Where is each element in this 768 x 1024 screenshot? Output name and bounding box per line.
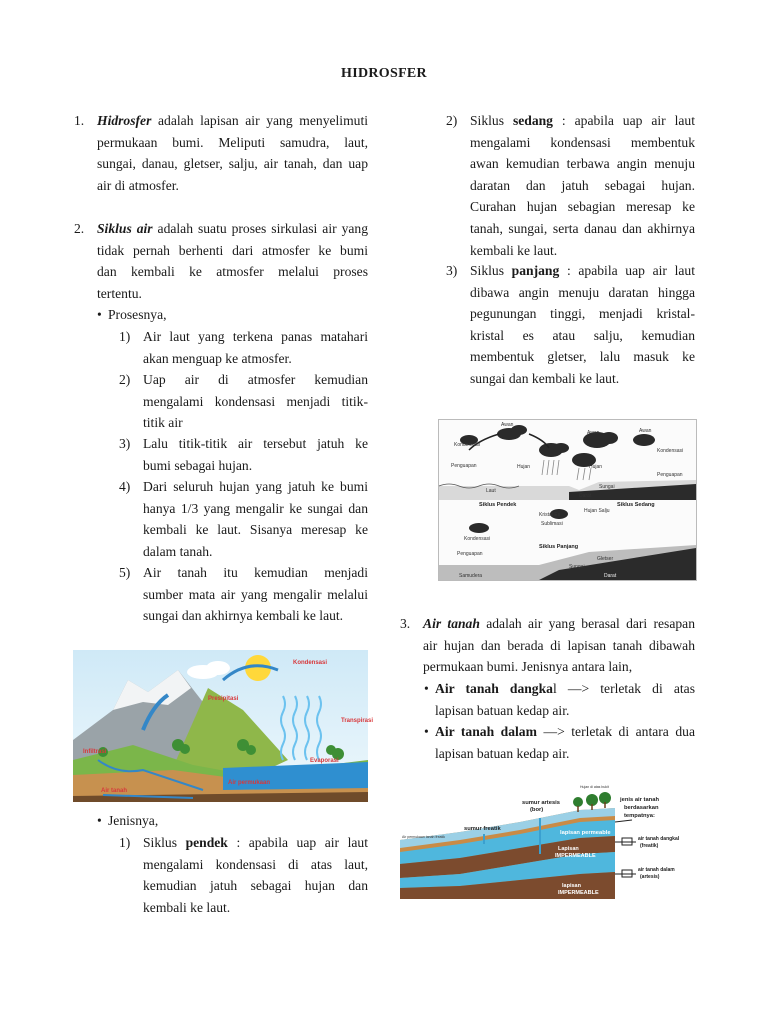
proses-line: titik air [143, 415, 183, 431]
fig3-air-dalam-2: (artesis) [640, 874, 660, 880]
proses-number: 1) [119, 329, 131, 344]
jenis-3-text: : apabila uap air laut [566, 263, 695, 278]
item-2-line: tidak pernah berhenti dari atmosfer ke bumi [97, 242, 368, 258]
proses-number: 3) [119, 436, 131, 451]
term-hidrosfer: Hidrosfer [97, 113, 152, 128]
jenis2-line: awan kemudian terbawa angin menuju [470, 156, 695, 172]
fig2-siklus-panjang: Siklus Panjang [539, 544, 579, 550]
jenis-3 [470, 260, 695, 390]
proses-line: dalam tanah. [143, 543, 213, 559]
fig3-sumur-freatik: sumur freatik [464, 826, 501, 832]
label-evaporasi: Evaporasi [310, 758, 339, 764]
label-infiltrasi: Infiltrasi [83, 749, 107, 755]
item-3 [423, 613, 695, 678]
jenis-label: Jenisnya, [108, 813, 159, 828]
air-tanah-dalam-text: —> terletak di antara dua [543, 724, 695, 739]
term-air-tanah-dalam: Air tanah dalam [435, 724, 537, 739]
fig2-penguapan-3: Penguapan [457, 551, 483, 557]
proses-label: Prosesnya, [108, 307, 167, 322]
air-tanah-dangkal-line: lapisan batuan kedap air. [435, 702, 570, 718]
term-sedang: sedang [512, 113, 553, 128]
proses-item [143, 326, 368, 369]
jenis2-line: tanah, sungai, serta danau dan akhirnya [470, 220, 695, 236]
fig3-air-dalam: air tanah dalam [638, 867, 675, 873]
proses-line: hanya 1/3 yang mengalir ke sungai dan [143, 500, 368, 516]
groundwater-figure [400, 782, 695, 899]
jenis2-line: daratan dan jatuh sebagai hujan. [470, 177, 695, 193]
proses-number: 5) [119, 565, 131, 580]
fig2-kristal-es: Kristal Es [539, 512, 561, 518]
fig3-sumur-artesis: sumur artesis [522, 800, 561, 806]
item-2 [97, 218, 368, 304]
label-presipitasi: Presipitasi [208, 696, 239, 702]
fig3-lapisan-impermeable-3: lapisan [562, 883, 581, 889]
proses-line: kembali ke laut. Sisanya meresap ke [143, 522, 368, 538]
fig3-air-dangkal: air tanah dangkal [638, 836, 680, 842]
item-2-line: tertentu. [97, 285, 142, 301]
jenis3-line: dibawa angin menuju daratan hingga [470, 284, 695, 300]
fig2-laut: Laut [486, 488, 496, 494]
jenis2-line: Curahan hujan sebagian meresap ke [470, 199, 695, 215]
item-2-line: dan kembali ke atmosfer melalui proses [97, 264, 368, 280]
page-title: HIDROSFER [341, 66, 427, 81]
fig3-heading-2: berdasarkan [624, 805, 659, 811]
jenis-2-lines [470, 132, 695, 262]
proses-line: Dari seluruh hujan yang jatuh ke bumi [143, 479, 368, 494]
air-tanah-dangkal-text: l —> terletak di atas [552, 681, 695, 696]
jenis-1-line: kemudian jatuh sebagai hujan dan [143, 878, 368, 894]
fig2-kondensasi-3: Kondensasi [464, 536, 491, 542]
air-tanah-dalam [435, 721, 695, 764]
fig2-hujan-2: Hujan [589, 464, 603, 470]
fig2-sungai: Sungai [599, 484, 615, 490]
bullet-dot: • [424, 724, 429, 739]
proses-line: Uap air di atmosfer kemudian [143, 372, 368, 387]
term-siklus-air: Siklus air [97, 221, 153, 236]
jenis3-line: kristal es atau salju, kemudian [470, 327, 695, 343]
item-3-line: permukaan bumi. Jenisnya antara lain, [423, 659, 633, 675]
proses-line: Air tanah itu kemudian menjadi [143, 565, 368, 580]
jenis3-line: pegunungan tinggi, menjadi kristal- [470, 306, 695, 322]
fig3-lapisan-impermeable-1: Lapisan [558, 846, 579, 852]
jenis-2-text: Siklus [470, 113, 504, 128]
fig2-siklus-pendek: Siklus Pendek [479, 502, 517, 508]
jenis-1-number: 1) [119, 835, 131, 850]
proses-item [143, 433, 368, 476]
jenis-3-text: Siklus [470, 263, 504, 278]
jenis-2-text: : apabila uap air laut [561, 113, 696, 128]
item-1-line: air di atmosfer. [97, 177, 179, 193]
label-air-tanah: Air tanah [101, 788, 128, 794]
item-3-line: air hujan dan berada di lapisan tanah dibawah [423, 637, 695, 653]
fig2-awan-2: Awan [587, 430, 600, 436]
fig2-darat-2: Darat [604, 573, 617, 579]
jenis-3-number: 3) [446, 263, 458, 278]
air-tanah-dalam-line: lapisan batuan kedap air. [435, 745, 570, 761]
item-1-line: permukaan bumi. Meliputi samudra, laut, [97, 134, 368, 150]
proses-number: 2) [119, 372, 131, 387]
fig3-hujan: Hujan di atas bukit [580, 785, 609, 789]
term-pendek: pendek [185, 835, 228, 850]
label-kondensasi: Kondensasi [293, 660, 328, 666]
label-air-permukaan: Air permukaan [228, 780, 271, 786]
fig2-penguapan: Penguapan [451, 463, 477, 469]
fig2-samudera: Samudera [459, 573, 483, 579]
fig3-heading-1: jenis air tanah [620, 797, 659, 803]
proses-line: sumber mata air yang mengalir melalui [143, 586, 368, 602]
item-3-line: adalah air yang berasal dari resapan [486, 616, 695, 631]
item-1 [97, 110, 368, 196]
fig2-kondensasi: Kondensasi [454, 442, 481, 448]
term-air-tanah-dangkal: Air tanah dangka [435, 681, 553, 696]
proses-item [143, 369, 368, 434]
fig2-awan-3: Awan [639, 428, 652, 434]
cycle-types-diagram [439, 420, 696, 580]
fig2-penguapan-2: Penguapan [657, 472, 683, 478]
proses-line: Lalu titik-titik air tersebut jatuh ke [143, 436, 368, 451]
proses-line: bumi sebagai hujan. [143, 457, 253, 473]
air-tanah-dangkal [435, 678, 695, 721]
bullet-dot: • [424, 681, 429, 696]
jenis-1-line: kembali ke laut. [143, 899, 231, 915]
fig2-darat: Darat [579, 493, 592, 499]
bullet-dot: • [97, 307, 102, 322]
jenis-2 [470, 110, 695, 261]
fig2-siklus-sedang: Siklus Sedang [617, 502, 655, 508]
fig3-air-dangkal-2: (freatik) [640, 843, 659, 849]
jenis3-line: sungai dan kembali ke laut. [470, 370, 620, 386]
fig3-sumur-artesis-2: (bor) [530, 807, 544, 813]
item-2-line: adalah suatu proses sirkulasi air yang [157, 221, 368, 236]
jenis-1-line: mengalami kondensasi di atas laut, [143, 856, 368, 872]
fig3-lapisan-impermeable-4: IMPERMEABLE [558, 890, 599, 896]
item-1-line: sungai, danau, gletser, salju, air tanah, dan uap [97, 156, 368, 172]
item-1-number: 1. [74, 113, 85, 128]
jenis3-line: membentuk gletser, lalu masuk ke [470, 349, 695, 365]
bullet-dot: • [97, 813, 102, 828]
jenis-1-text: Siklus [143, 835, 177, 850]
fig2-hujan: Hujan [517, 464, 531, 470]
item-3-number: 3. [400, 616, 411, 631]
fig2-hujan-salju: Hujan Salju [584, 508, 610, 514]
item-1-line: adalah lapisan air yang menyelimuti [158, 113, 368, 128]
fig2-sungai-2: Sungai [569, 564, 585, 570]
proses-item [143, 476, 368, 562]
proses-line: Air laut yang terkena panas matahari [143, 329, 368, 344]
fig2-kondensasi-2: Kondensasi [657, 448, 684, 454]
groundwater-diagram [400, 782, 695, 899]
proses-item [143, 562, 368, 627]
proses-line: sungai dan akhirnya kembali ke laut. [143, 608, 344, 624]
jenis-1-text: : apabila uap air laut [236, 835, 369, 850]
fig2-awan: Awan [501, 422, 514, 428]
proses-number: 4) [119, 479, 131, 494]
proses-line: mengalami kondensasi menjadi titik- [143, 393, 368, 409]
jenis2-line: mengalami kondensasi membentuk [470, 134, 695, 150]
fig2-gletser: Gletser [597, 556, 614, 562]
cycle-types-figure [438, 419, 697, 581]
item-2-number: 2. [74, 221, 85, 236]
fig3-lapisan-impermeable-2: IMPERMEABLE [555, 853, 596, 859]
fig3-heading-3: tempatnya: [624, 813, 655, 819]
label-transpirasi: Transpirasi [341, 718, 374, 724]
term-panjang: panjang [511, 263, 560, 278]
jenis2-line: kembali ke laut. [470, 242, 558, 258]
jenis-3-lines [470, 282, 695, 390]
fig2-sublimasi: Sublimasi [541, 521, 563, 527]
term-air-tanah: Air tanah [423, 616, 480, 631]
proses-line: akan menguap ke atmosfer. [143, 350, 292, 366]
water-cycle-illustration [73, 650, 374, 802]
fig3-muka-air: Air permukaan tanah freatik [402, 835, 445, 839]
jenis-1 [143, 832, 368, 918]
jenis-2-number: 2) [446, 113, 458, 128]
fig3-lapisan-permeable: lapisan permeable [560, 830, 611, 836]
water-cycle-figure [73, 650, 374, 802]
